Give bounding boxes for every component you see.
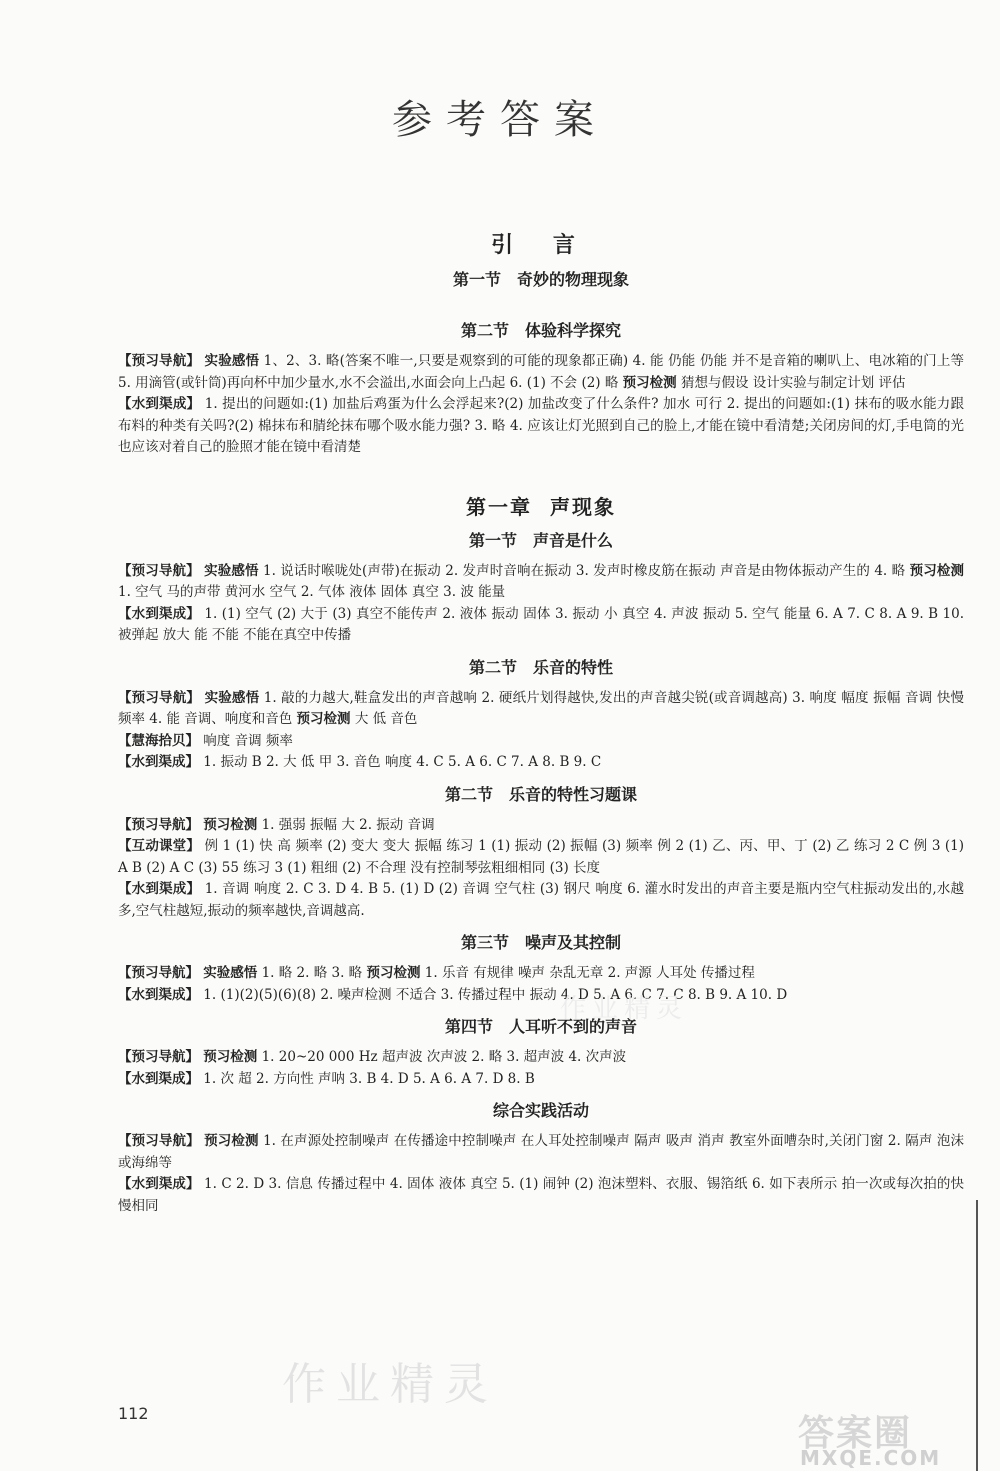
answer-paragraph: 【预习导航】 实验感悟 1. 敲的力越大,鞋盒发出的声音越响 2. 硬纸片划得越快,发出的声音越尖锐(或音调越高) 3. 响度 幅度 振幅 音调 快慢 频率 4. 能 音调、响度和音色 预习检测 大 低 音色 — [118, 689, 965, 727]
answer-paragraph: 【水到渠成】 1. (1) 空气 (2) 大于 (3) 真空不能传声 2. 液体 振动 固体 3. 振动 小 真空 4. 声波 振动 5. 空气 能量 6. A 7. C 8. A 9. B 10. 被弹起 放大 能 不能 不能在真空中传播 — [118, 605, 965, 643]
section-heading: 第一节 声音是什么 — [468, 530, 614, 550]
chapter-heading: 第一章 声现象 — [466, 494, 616, 519]
answer-paragraph: 【预习导航】 实验感悟 1、2、3. 略(答案不唯一,只要是观察到的可能的现象都正确) 4. 能 仍能 仍能 并不是音箱的喇叭上、电冰箱的门上等 5. 用滴管(或针筒)再向杯中加少量水,水不会溢出,水面会向上凸起 6. (1) 不会 (2) 略 预习检测 猜想与假设 设计实验与制定计划 评估 — [118, 353, 965, 391]
answer-paragraph: 【互动课堂】 例 1 (1) 快 高 频率 (2) 变大 变大 振幅 练习 1 (1) 振动 (2) 振幅 (3) 频率 例 2 (1) 乙、丙、甲、丁 (2) 乙 练习 2 C 例 3 (1) A B (2) A C (3) 55 练习 3 (1) 粗细 (2) 不合理 没有控制琴弦粗细相同 (3) 长度 — [118, 838, 964, 876]
answer-paragraph: 【预习导航】 预习检测 1. 强弱 振幅 大 2. 振动 音调 — [118, 816, 435, 833]
answer-paragraph: 【水到渠成】 1. C 2. D 3. 信息 传播过程中 4. 固体 液体 真空 5. (1) 闹钟 (2) 泡沫塑料、衣服、锡箔纸 6. 如下表所示 拍一次或每次拍的快慢相同 — [118, 1176, 964, 1214]
intro-heading: 引 言 — [491, 232, 591, 258]
answer-paragraph: 【预习导航】 预习检测 1. 20~20 000 Hz 超声波 次声波 2. 略 3. 超声波 4. 次声波 — [118, 1049, 627, 1065]
answer-paragraph: 【水到渠成】 1. 提出的问题如:(1) 加盐后鸡蛋为什么会浮起来?(2) 加盐改变了什么条件? 加水 可行 2. 提出的问题如:(1) 抹布的吸水能力跟布料的种类有关吗?(2) 棉抹布和腈纶抹布哪个吸水能力强? 3. 略 4. 应该让灯光照到自己的脸上,才能在镜中看清楚;关闭房间的灯,手电筒的光也应该对着自己的脸照才能在镜中看清楚 — [118, 396, 965, 455]
section-heading: 第二节 体验科学探究 — [460, 321, 622, 340]
page-number: 112 — [118, 1404, 149, 1423]
page-title: 参考答案 — [392, 97, 608, 143]
section-heading: 第三节 噪声及其控制 — [460, 933, 622, 952]
answer-paragraph: 【预习导航】 预习检测 1. 在声源处控制噪声 在传播途中控制噪声 在人耳处控制噪声 隔声 吸声 消声 教室外面嘈杂时,关闭门窗 2. 隔声 泡沫或海绵等 — [118, 1133, 964, 1171]
watermark: 作业精灵 — [560, 994, 689, 1024]
answer-paragraph: 【预习导航】 实验感悟 1. 说话时喉咙处(声带)在振动 2. 发声时音响在振动 3. 发声时橡皮筋在振动 声音是由物体振动产生的 4. 略 预习检测 1. 空气 马的声带 黄河水 空气 2. 气体 液体 固体 真空 3. 波 能量 — [118, 562, 965, 600]
section-heading: 综合实践活动 — [492, 1101, 589, 1120]
section-heading: 第二节 乐音的特性 — [468, 657, 614, 677]
answer-paragraph: 【慧海拾贝】 响度 音调 频率 — [118, 732, 293, 749]
section-heading: 第四节 人耳听不到的声音 — [444, 1017, 638, 1036]
answer-paragraph: 【预习导航】 实验感悟 1. 略 2. 略 3. 略 预习检测 1. 乐音 有规律 噪声 杂乱无章 2. 声源 人耳处 传播过程 — [118, 965, 755, 981]
watermark-logo: 答案圈 — [798, 1413, 913, 1454]
answer-paragraph: 【水到渠成】 1. 振动 B 2. 大 低 甲 3. 音色 响度 4. C 5. A 6. C 7. A 8. B 9. C — [118, 754, 602, 770]
section-heading: 第二节 乐音的特性习题课 — [444, 784, 638, 804]
page-edge-line — [976, 1200, 978, 1471]
answer-paragraph: 【水到渠成】 1. 音调 响度 2. C 3. D 4. B 5. (1) D (2) 音调 空气柱 (3) 钢尺 响度 6. 灌水时发出的声音主要是瓶内空气柱振动发出的,水越多,空气柱越短,振动的频率越快,音调越高. — [118, 881, 965, 919]
answer-content — [118, 222, 964, 1217]
answer-paragraph: 【水到渠成】 1. 次 超 2. 方向性 声呐 3. B 4. D 5. A 6. A 7. D 8. B — [118, 1070, 535, 1087]
watermark: 作业精灵 — [282, 1359, 498, 1410]
answer-paragraph: 【水到渠成】 1. (1)(2)(5)(6)(8) 2. 噪声检测 不适合 3. 传播过程中 振动 4. D 5. A 6. C 7. C 8. B 9. A 10. D — [118, 986, 788, 1003]
watermark-url: MXQE.COM — [800, 1446, 942, 1470]
section-heading: 第一节 奇妙的物理现象 — [452, 270, 630, 289]
